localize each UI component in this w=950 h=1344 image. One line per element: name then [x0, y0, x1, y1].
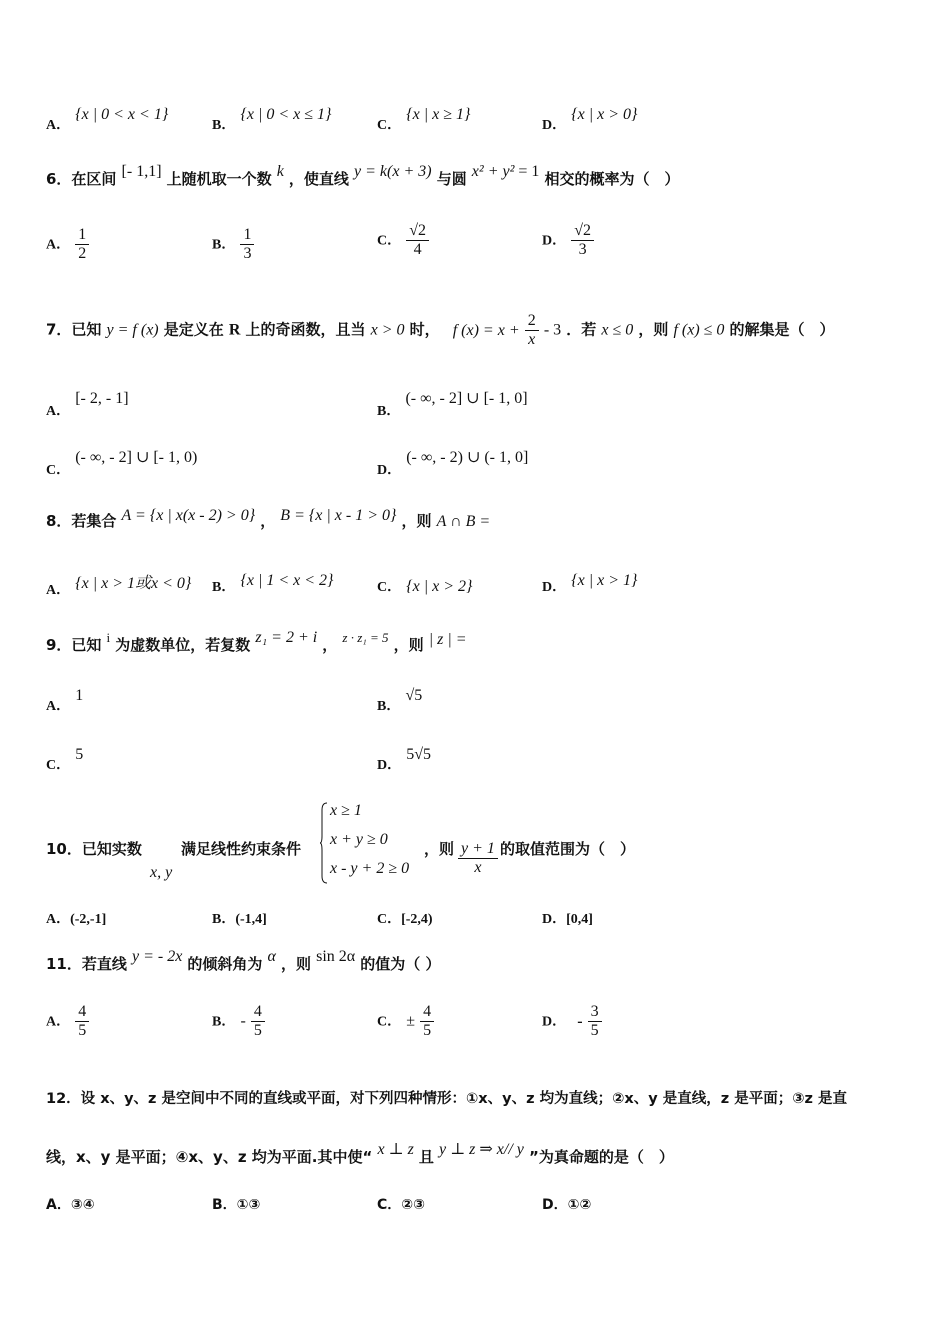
fraction: [571, 222, 594, 258]
stem-math: B = {x | x - 1 > 0}: [280, 507, 397, 524]
stem-text: 上的奇函数，且当: [245, 320, 366, 339]
stem-text: 7．已知: [46, 320, 102, 339]
option-label: A．: [46, 118, 71, 133]
q7-option-d: [377, 447, 529, 478]
stem-text: ，则: [393, 636, 424, 654]
fraction-numerator: 4: [75, 1003, 89, 1022]
stem-text: 上随机取一个数: [166, 170, 272, 188]
option-label: C．: [377, 118, 402, 133]
option-math: {x | 1 < x < 2}: [240, 572, 334, 589]
option-sign: -: [577, 1012, 583, 1030]
q10-option-a: A．(-2,-1]: [46, 912, 107, 927]
option-label: B．: [212, 580, 236, 595]
fraction-numerator: 1: [75, 226, 89, 245]
option-label: B．: [377, 404, 401, 419]
fraction: [406, 222, 429, 258]
option-label: D．: [542, 580, 567, 595]
stem-math: | z | =: [428, 631, 467, 648]
stem-text: 的取值范围为（ ）: [500, 840, 636, 858]
option-sign: -: [240, 1012, 246, 1030]
stem-math: y = f (x): [106, 321, 159, 339]
stem-math: y = - 2x: [131, 948, 183, 965]
stem-math: i: [106, 630, 111, 645]
option-label: A．: [46, 404, 71, 419]
fraction-denominator: 2: [78, 244, 87, 262]
option-math: {x | 0 < x ≤ 1}: [240, 106, 332, 123]
stem-text: ，: [260, 512, 276, 530]
option-math: {x | x ≥ 1}: [406, 106, 471, 123]
stem-math: f (x) ≤ 0: [673, 321, 725, 339]
stem-math: y ⊥ z ⇒ x// y: [439, 1141, 524, 1158]
q5-option-d: [542, 106, 638, 134]
fraction-denominator: x: [474, 858, 482, 876]
option-math: {x | x > 1或x < 0}: [75, 575, 192, 592]
brace-icon: [320, 802, 328, 884]
fraction-denominator: 5: [423, 1021, 432, 1039]
stem-math: A ∩ B =: [436, 513, 491, 530]
q12-option-b: B．①③: [212, 1197, 261, 1213]
q8-option-b: [212, 572, 334, 596]
q8-option-d: [542, 572, 638, 596]
q9-option-d: [377, 744, 431, 773]
stem-text: ，则: [281, 955, 312, 973]
stem-text: 6．在区间: [46, 170, 117, 188]
option-math: 5: [75, 746, 84, 763]
q7-option-b: [377, 388, 528, 419]
stem-math: R: [228, 321, 241, 339]
stem-text: 满足线性约束条件: [181, 840, 302, 858]
fraction-numerator: 1: [240, 226, 254, 245]
fraction: [75, 226, 89, 262]
stem-text: ，则: [638, 320, 669, 339]
stem-text: 12．设 x、y、z 是空间中不同的直线或平面，对下列四种情形：①x、y、z 均为直线；②x、y 是直线，z 是平面；③z 是直: [46, 1091, 847, 1107]
q12-option-a: A．③④: [46, 1197, 95, 1213]
q7-stem: [46, 312, 835, 348]
q8-option-a: [46, 576, 191, 599]
fraction-numerator: 2: [525, 312, 539, 331]
constraint-line: x ≥ 1: [330, 802, 362, 819]
stem-text: 相交的概率为（ ）: [544, 170, 680, 188]
option-math: 1: [75, 687, 84, 704]
stem-math: x > 0: [370, 321, 405, 339]
q5-option-c: [377, 106, 471, 134]
stem-math: k: [276, 163, 284, 180]
stem-math: f (x) = x +: [452, 321, 520, 339]
fraction-denominator: 4: [413, 240, 422, 258]
stem-text: ，则: [424, 840, 455, 858]
option-label: D．: [542, 1014, 567, 1030]
stem-math: α: [267, 948, 276, 965]
option-sign: ±: [406, 1012, 415, 1030]
option-label: D．: [542, 233, 567, 249]
option-label: D．: [377, 758, 402, 773]
option-label: B．: [212, 1014, 236, 1030]
fraction: [75, 1003, 89, 1039]
option-label: D．: [377, 463, 402, 478]
stem-text: 9．已知: [46, 636, 102, 654]
option-math: {x | x > 2}: [406, 578, 473, 595]
fraction: [458, 840, 498, 876]
stem-text: 时，: [409, 320, 440, 339]
q12-line2: [46, 1141, 674, 1167]
q9-stem: [46, 629, 467, 655]
stem-text: ，: [322, 636, 338, 654]
q5-option-b: [212, 106, 332, 134]
stem-text: 线，x、y 是平面；④x、y、z 均为平面.其中使“: [46, 1148, 373, 1166]
option-label: A．: [46, 1014, 71, 1030]
stem-text: 的解集是（ ）: [729, 320, 835, 339]
stem-math: x ≤ 0: [601, 321, 634, 339]
fraction-denominator: 5: [78, 1021, 87, 1039]
q6-option-a: [46, 226, 89, 262]
stem-math: y = k(x + 3): [354, 163, 432, 180]
q7-option-c: [46, 447, 198, 478]
stem-text: 与圆: [436, 170, 467, 188]
option-label: C．: [46, 758, 71, 773]
q8-stem: [46, 507, 491, 531]
stem-text: 11．若直线: [46, 955, 127, 973]
q8-option-c: [377, 576, 472, 596]
stem-text: 为虚数单位，若复数: [115, 636, 251, 654]
fraction: [588, 1003, 602, 1039]
constraint-line: x + y ≥ 0: [330, 831, 388, 848]
q5-option-a: [46, 106, 169, 134]
stem-math: z · z₁ = 5: [342, 630, 389, 645]
option-math: (- ∞, - 2] ∪ [- 1, 0): [75, 449, 198, 466]
constraint-line: x - y + 2 ≥ 0: [330, 860, 410, 877]
stem-math: A = {x | x(x - 2) > 0}: [121, 507, 256, 524]
option-math: √5: [405, 687, 423, 704]
stem-text: ，使直线: [288, 170, 349, 188]
q11-option-b: [212, 1003, 265, 1039]
fraction-denominator: 3: [243, 244, 252, 262]
q11-stem: [46, 948, 441, 974]
option-label: C．: [46, 463, 71, 478]
stem-math: = 1: [514, 163, 540, 180]
fraction-denominator: x: [528, 330, 536, 348]
fraction-numerator: 4: [251, 1003, 265, 1022]
stem-text: ，则: [401, 512, 432, 530]
stem-math: [- 1,1]: [121, 163, 162, 180]
q10-option-d: D．[0,4]: [542, 912, 593, 927]
fraction: [251, 1003, 265, 1039]
option-label: C．: [377, 580, 402, 595]
stem-math: x ⊥ z: [377, 1141, 414, 1158]
q6-option-b: [212, 226, 254, 262]
q11-option-c: [377, 1003, 434, 1039]
option-label: C．: [377, 233, 402, 249]
stem-text: 10．已知实数: [46, 840, 142, 858]
option-label: A．: [46, 237, 71, 253]
fraction-numerator: 3: [588, 1003, 602, 1022]
fraction-denominator: 3: [578, 240, 587, 258]
stem-text: 的值为（ ）: [360, 955, 441, 973]
option-label: B．: [212, 237, 236, 253]
option-label: A．: [46, 699, 71, 714]
q6-stem: [46, 163, 680, 189]
stem-math: sin 2α: [316, 948, 356, 965]
fraction-denominator: 5: [590, 1021, 599, 1039]
option-math: (- ∞, - 2] ∪ [- 1, 0]: [405, 390, 528, 407]
option-math: 5√5: [406, 746, 431, 763]
option-label: A．: [46, 583, 71, 598]
option-math: {x | 0 < x < 1}: [75, 106, 169, 123]
q6-option-c: [377, 222, 429, 258]
stem-text: ．若: [566, 320, 597, 339]
q7-option-a: [46, 388, 129, 419]
q12-option-d: D．①②: [542, 1197, 592, 1213]
fraction-denominator: 5: [253, 1021, 262, 1039]
stem-math: x² + y²: [471, 163, 515, 180]
q10-option-b: B．(-1,4]: [212, 912, 267, 927]
fraction: [525, 312, 539, 348]
option-label: B．: [377, 699, 401, 714]
stem-text: 的倾斜角为: [187, 955, 263, 973]
q11-option-a: [46, 1003, 89, 1039]
option-math: [- 2, - 1]: [75, 390, 129, 407]
stem-text: 8．若集合: [46, 512, 117, 530]
fraction-numerator: 4: [420, 1003, 434, 1022]
option-label: D．: [542, 118, 567, 133]
fraction-numerator: y + 1: [458, 840, 498, 859]
q10-option-c: C．[-2,4): [377, 912, 433, 927]
stem-text: 是定义在: [163, 320, 224, 339]
fraction-numerator: √2: [571, 222, 594, 241]
option-math: {x | x > 0}: [571, 106, 638, 123]
stem-text: 且: [418, 1148, 434, 1166]
q9-option-b: [377, 685, 423, 714]
stem-math: z₁ = 2 + i: [255, 629, 318, 646]
option-math: (- ∞, - 2) ∪ (- 1, 0]: [406, 449, 529, 466]
stem-text: ”为真命题的是（ ）: [528, 1148, 674, 1166]
q12-option-c: C．②③: [377, 1197, 425, 1213]
fraction-numerator: √2: [406, 222, 429, 241]
fraction: [420, 1003, 434, 1039]
stem-math: - 3: [543, 321, 562, 339]
q6-option-d: [542, 222, 594, 258]
q9-option-c: [46, 744, 84, 773]
q9-option-a: [46, 685, 84, 714]
option-label: C．: [377, 1014, 402, 1030]
option-math: {x | x > 1}: [571, 572, 638, 589]
option-label: B．: [212, 118, 236, 133]
fraction: [240, 226, 254, 262]
stem-math: x, y: [150, 864, 173, 881]
q11-option-d: [542, 1003, 602, 1039]
